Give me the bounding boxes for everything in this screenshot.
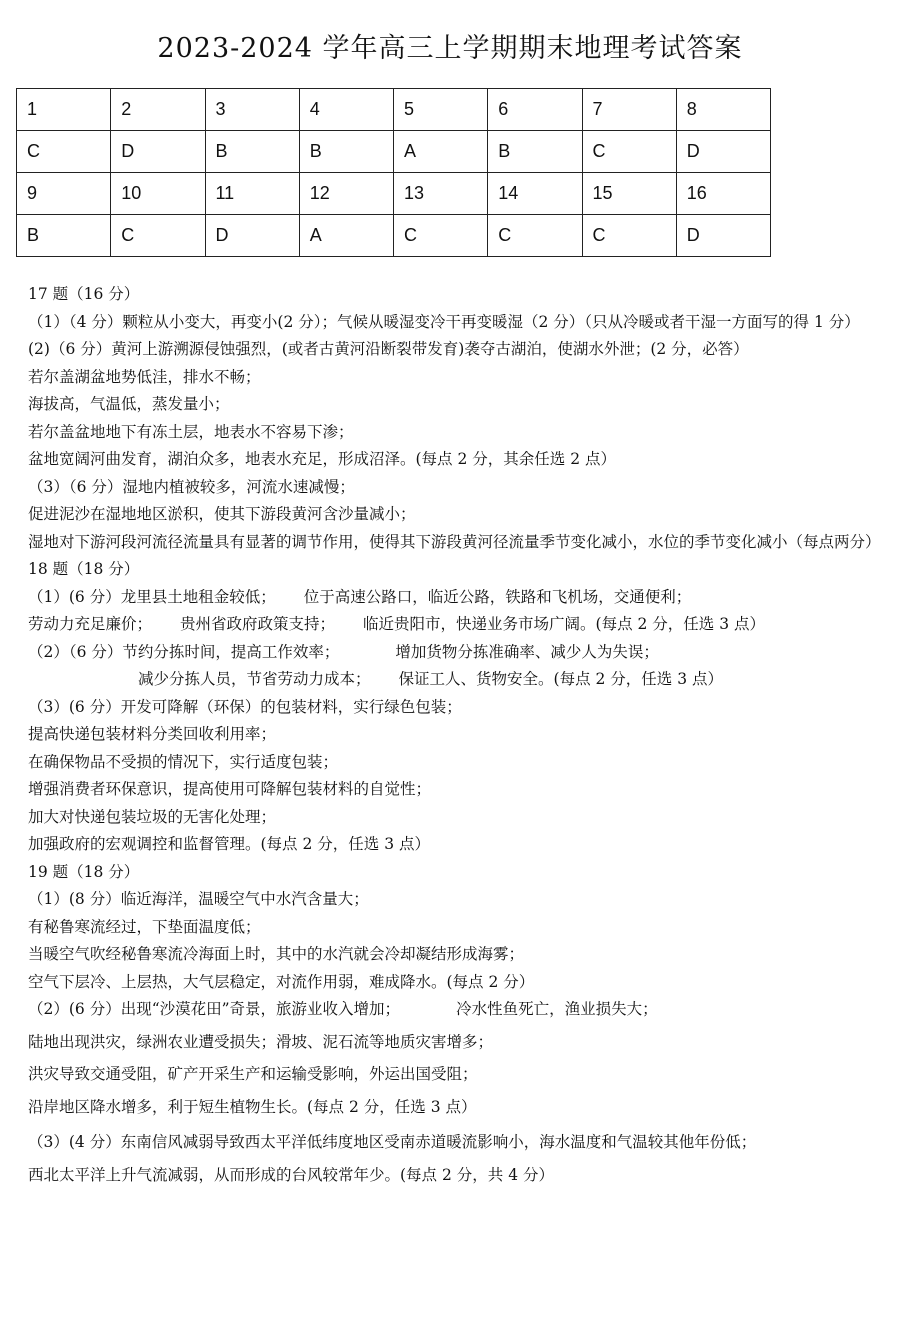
q18-part1-line1 [28,584,888,612]
q17-part2-line3: 海拔高，气温低，蒸发量小； [28,395,230,413]
answer-cell: D [676,131,770,173]
answer-row [17,215,771,257]
answer-cell: D [676,215,770,257]
answer-cell: C [111,215,205,257]
question-number-cell: 6 [488,89,582,131]
q17-part2-line4: 若尔盖盆地地下有冻土层，地表水不容易下渗； [28,422,354,441]
q17-part3-line1: （3）（6 分）湿地内植被较多，河流水速减慢； [28,477,355,496]
q19-part1-line2: 有秘鲁寒流经过，下垫面温度低； [28,917,261,936]
page-title: 2023-2024 学年高三上学期期末地理考试答案 [157,33,743,64]
q18-part2-item-d: 保证工人、货物安全。(每点 2 分，任选 3 点） [398,670,723,688]
q18-part2-line1 [28,639,888,667]
question-number-cell: 16 [676,173,770,215]
q18-part1-item-c: 劳动力充足廉价； [28,615,153,633]
q19-part2-item-a: （2）(6 分）出现“沙漠花田”奇景，旅游业收入增加； [28,1000,401,1018]
q19-part1-line4: 空气下层冷、上层热，大气层稳定，对流作用弱，难成降水。(每点 2 分） [28,972,535,991]
question-number-cell: 4 [299,89,393,131]
q18-heading: 18 题（18 分） [28,560,140,578]
q19-part3-line1: （3）(4 分）东南信风减弱导致西太平洋低纬度地区受南赤道暖流影响小，海水温度和气温较其他年份低； [28,1133,757,1151]
question-number-cell: 3 [205,89,299,131]
question-number-cell: 1 [17,89,111,131]
question-number-cell: 13 [394,173,488,215]
answer-cell: C [582,131,676,173]
answer-cell: D [205,215,299,257]
answer-content [28,281,888,1189]
q18-part1-item-e: 临近贵阳市，快递业务市场广阔。(每点 2 分，任选 3 点） [363,615,766,633]
q18-part2-item-c: 减少分拣人员，节省劳动力成本； [138,670,371,688]
q17-part2-line2: 若尔盖湖盆地势低洼，排水不畅； [28,367,261,386]
q19-part2-line3: 洪灾导致交通受阻，矿产开采生产和运输受影响，外运出国受阻； [28,1065,478,1083]
answer-cell: B [488,131,582,173]
q18-part3-line6: 加强政府的宏观调控和监督管理。(每点 2 分，任选 3 点） [28,835,430,853]
q17-part3-line3: 湿地对下游河段河流径流量具有显著的调节作用，使得其下游段黄河径流量季节变化减小，水位的季节变化减小（每点两分） [28,532,881,551]
q18-part1-item-a: （1）(6 分）龙里县土地租金较低； [28,587,276,606]
answer-cell: C [17,131,111,173]
q19-heading: 19 题（18 分） [28,862,140,881]
answer-cell: B [17,215,111,257]
spacer [28,1121,888,1129]
q19-part2-line2: 陆地出现洪灾，绿洲农业遭受损失；滑坡、泥石流等地质灾害增多； [28,1032,494,1051]
question-number-cell: 10 [111,173,205,215]
question-number-cell: 8 [676,89,770,131]
answer-cell: D [111,131,205,173]
answer-cell: B [205,131,299,173]
q19-part2-line1 [28,996,888,1024]
answer-cell: B [299,131,393,173]
q17-part3-line2: 促进泥沙在湿地地区淤积，使其下游段黄河含沙量减小； [28,505,416,523]
question-number-cell: 2 [111,89,205,131]
q17-heading: 17 题（16 分） [28,285,140,303]
q18-part3-line4: 增强消费者环保意识，提高使用可降解包装材料的自觉性； [28,780,432,798]
q18-part1-line2 [28,611,888,639]
q18-part3-line3: 在确保物品不受损的情况下，实行适度包装； [28,752,339,771]
answer-cell: C [582,215,676,257]
question-number-cell: 5 [394,89,488,131]
q18-part2-line2 [28,666,888,694]
question-number-cell: 9 [17,173,111,215]
q18-part2-item-b: 增加货物分拣准确率、减少人为失误； [395,642,659,661]
q19-part2-item-b: 冷水性鱼死亡，渔业损失大； [456,1000,658,1018]
answer-cell: A [394,131,488,173]
q18-part3-line1: （3）(6 分）开发可降解（环保）的包装材料，实行绿色包装； [28,697,462,716]
question-number-row [17,89,771,131]
answer-table [16,88,771,257]
q18-part2-item-a: （2）（6 分）节约分拣时间，提高工作效率； [28,642,340,661]
answer-cell: C [488,215,582,257]
q18-part3-line5: 加大对快递包装垃圾的无害化处理； [28,807,277,826]
q18-part1-item-d: 贵州省政府政策支持； [180,615,336,633]
question-number-cell: 14 [488,173,582,215]
question-number-cell: 15 [582,173,676,215]
q19-part1-line3: 当暖空气吹经秘鲁寒流冷海面上时，其中的水汽就会冷却凝结形成海雾； [28,945,525,963]
q19-part1-line1: （1）(8 分）临近海洋，温暖空气中水汽含量大； [28,890,369,908]
q19-part3-line2: 西北太平洋上升气流减弱，从而形成的台风较常年少。(每点 2 分，共 4 分） [28,1165,554,1184]
question-number-cell: 12 [299,173,393,215]
question-number-cell: 7 [582,89,676,131]
q17-part1: （1）（4 分）颗粒从小变大，再变小(2 分）；气候从暖湿变冷干再变暖湿（2 分）（只从冷暖或者干湿一方面写的得 1 分） [28,312,860,331]
answer-row [17,131,771,173]
question-number-row [17,173,771,215]
question-number-cell: 11 [205,173,299,215]
q17-part2-line1: (2)（6 分）黄河上游溯源侵蚀强烈，(或者古黄河沿断裂带发育)袭夺古湖泊，使湖水外泄；(2 分，必答） [28,340,749,358]
q18-part1-item-b: 位于高速公路口，临近公路，铁路和飞机场，交通便利； [303,587,692,606]
q18-part3-line2: 提高快递包装材料分类回收利用率； [28,725,277,743]
answer-cell: A [299,215,393,257]
q17-part2-line5: 盆地宽阔河曲发育，湖泊众多，地表水充足，形成沼泽。(每点 2 分，其余任选 2 点） [28,450,616,468]
answer-cell: C [394,215,488,257]
q19-part2-line4: 沿岸地区降水增多，利于短生植物生长。(每点 2 分，任选 3 点） [28,1097,477,1116]
